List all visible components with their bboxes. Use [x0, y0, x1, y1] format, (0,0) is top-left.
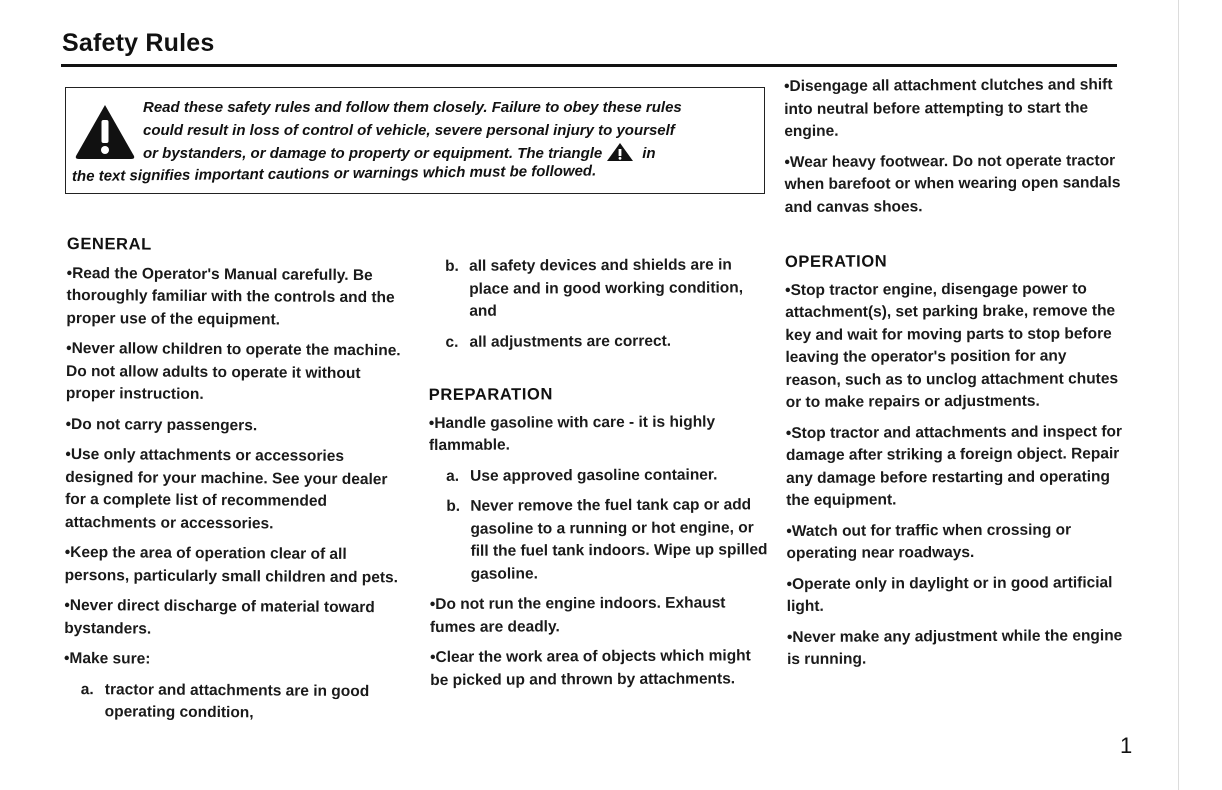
- column-preparation: [428, 254, 770, 700]
- rule-make-sure: •Make sure:: [63, 649, 151, 668]
- page-title: Safety Rules: [62, 29, 215, 57]
- rule-gasoline: •Handle gasoline with care - it is highly flammable.: [428, 412, 716, 454]
- gasoline-item-b: [429, 494, 769, 586]
- warning-text: [72, 96, 762, 188]
- rule-foreign-object: •Stop tractor and attachments and inspect for damage after striking a foreign object. Repair any damage before restarting and operating the equipment.: [785, 422, 1123, 509]
- page-edge-line: [1178, 0, 1179, 790]
- rule-read-manual: •Read the Operator's Manual carefully. Be thoroughly familiar with the controls and the proper use of the equipment.: [66, 264, 395, 328]
- operation-heading: OPERATION: [784, 252, 888, 271]
- item-label: b.: [446, 497, 461, 515]
- rule-footwear: •Wear heavy footwear. Do not operate tractor when barefoot or when wearing open sandals and canvas shoes.: [784, 151, 1121, 216]
- warning-line-3-text: or bystanders, or damage to property or equipment. The triangle: [143, 145, 603, 162]
- item-label: a.: [80, 680, 94, 698]
- rule-passengers: •Do not carry passengers.: [65, 415, 258, 434]
- preparation-heading: PREPARATION: [428, 385, 554, 404]
- rule-area-clear: •Keep the area of operation clear of all persons, particularly small children and pets.: [64, 543, 399, 586]
- column-general: [64, 233, 407, 734]
- warning-line-1: Read these safety rules and follow them closely. Failure to obey these rules: [143, 99, 682, 116]
- item-text: Never remove the fuel tank cap or add gasoline to a running or hot engine, or fill the fuel tank indoors. Wipe up spilled gasoline.: [470, 496, 768, 583]
- item-label: c.: [445, 333, 459, 351]
- rule-discharge: •Never direct discharge of material toward bystanders.: [64, 596, 375, 638]
- rule-traffic: •Watch out for traffic when crossing or operating near roadways.: [786, 521, 1072, 562]
- make-sure-item-c: [428, 330, 768, 354]
- warning-line-3-end: in: [642, 145, 656, 162]
- rule-daylight: •Operate only in daylight or in good artificial light.: [786, 573, 1113, 615]
- rule-attachments: •Use only attachments or accessories designed for your machine. See your dealer for a complete list of recommended attachments or accessories.: [64, 445, 388, 532]
- item-text: all safety devices and shields are in place and in good working condition, and: [469, 256, 744, 320]
- item-label: b.: [445, 257, 459, 275]
- rule-disengage: •Disengage all attachment clutches and shift into neutral before attempting to start the engine.: [784, 76, 1113, 140]
- item-text: tractor and attachments are in good operating condition,: [104, 680, 370, 722]
- rule-stop-engine: •Stop tractor engine, disengage power to attachment(s), set parking brake, remove the key and wait for moving parts to stop before leaving the operator's position for any reason, such as to unclog attachment chutes or to make repairs or adjustments.: [785, 279, 1119, 411]
- warning-line-2: could result in loss of control of vehicle, severe personal injury to yourself: [143, 122, 675, 139]
- general-heading: GENERAL: [66, 234, 152, 254]
- column-operation: [784, 74, 1127, 679]
- make-sure-item-b: [428, 254, 768, 323]
- title-rule: [61, 64, 1117, 67]
- rule-no-adjust: •Never make any adjustment while the engine is running.: [786, 626, 1123, 668]
- make-sure-item-a: [64, 678, 404, 725]
- page-number: 1: [1120, 733, 1133, 758]
- item-label: a.: [446, 467, 460, 485]
- rule-children: •Never allow children to operate the machine. Do not allow adults to operate it without proper instruction.: [65, 339, 401, 403]
- item-text: all adjustments are correct.: [469, 332, 672, 351]
- item-text: Use approved gasoline container.: [470, 465, 718, 485]
- rule-clear-area: •Clear the work area of objects which might be picked up and thrown by attachments.: [430, 647, 751, 689]
- gasoline-item-a: [429, 464, 769, 488]
- warning-box: [65, 87, 765, 194]
- rule-indoors: •Do not run the engine indoors. Exhaust fumes are deadly.: [429, 594, 726, 636]
- warning-line-4: the text signifies important cautions or warnings which must be followed.: [71, 162, 597, 185]
